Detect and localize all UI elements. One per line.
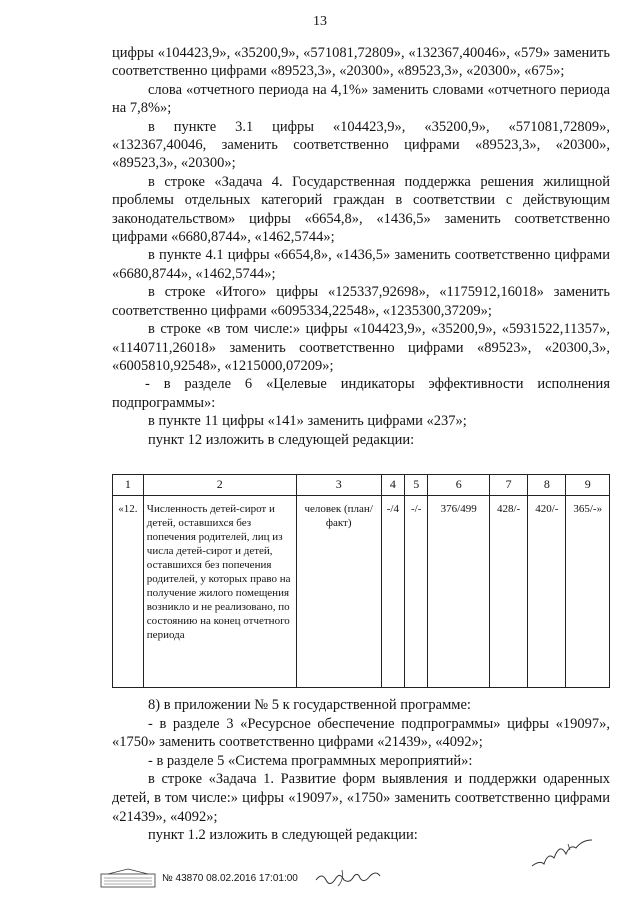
paragraph: пункт 12 изложить в следующей редакции: [148,431,415,448]
page-number: 13 [313,14,327,29]
paragraph: - в разделе 5 «Система программных мероприятий»: [148,752,473,769]
table-header-cell: 1 [113,475,144,496]
row-unit: человек (план/факт) [296,496,381,688]
document-footer [100,868,298,888]
row-value-4: -/4 [381,496,404,688]
table-header-cell: 3 [296,475,381,496]
row-value-8: 420/- [528,496,566,688]
indicator-table [112,474,610,688]
row-value-5: -/- [405,496,428,688]
paragraph: 8) в приложении № 5 к государственной программе: [148,697,471,713]
table-header-cell: 2 [143,475,296,496]
table-header-cell: 6 [428,475,490,496]
paragraph: в пункте 3.1 цифры «104423,9», «35200,9», «571081,72809», «132367,40046, заменить соответственно цифрами «89523,3», «20300», «89523,3», «20300»; [112,118,610,172]
paragraph: в строке «Задача 4. Государственная поддержка решения жилищной проблемы отдельных категорий граждан в соответствии с действующим законодательством» цифры «6654,8», «1436,5» заменить соответственно цифрами «6680,8744», «1462,5744»; [112,173,610,246]
registration-stamp: № 43870 08.02.2016 17:01:00 [162,872,298,884]
row-value-6: 376/499 [428,496,490,688]
paragraph: в строке «Задача 1. Развитие форм выявления и поддержки одаренных детей, в том числе:» цифры «19097», «1750» заменить соответственно цифрами «21439», «4092»; [112,771,610,825]
table-header-cell: 8 [528,475,566,496]
row-number: «12. [113,496,144,688]
paragraph: в строке «в том числе:» цифры «104423,9», «35200,9», «5931522,11357», «1140711,26018» заменить соответственно цифрами «89523», «20300,3», «6005810,92548», «1215000,07209»; [112,321,610,374]
paragraph: пункт 1.2 изложить в следующей редакции: [148,827,418,844]
table-header-cell: 5 [405,475,428,496]
row-value-9: 365/-» [566,496,610,688]
indicator-table-wrap [112,474,610,688]
paragraph: - в разделе 6 «Целевые индикаторы эффективности исполнения подпрограммы»: [112,376,610,411]
paragraph: в пункте 11 цифры «141» заменить цифрами «237»; [148,413,467,430]
paragraph: - в разделе 3 «Ресурсное обеспечение подпрограммы» цифры «19097», «1750» заменить соответственно цифрами «21439», «4092»; [112,715,610,751]
paragraph: слова «отчетного периода на 4,1%» заменить словами «отчетного периода на 7,8%»; [112,81,610,117]
amendment-text-top [112,44,610,449]
amendment-text-bottom [112,696,610,845]
row-value-7: 428/- [489,496,527,688]
table-header-cell: 4 [381,475,404,496]
paragraph: в строке «Итого» цифры «125337,92698», «1175912,16018» заменить соответственно цифрами «6095334,22548», «1235300,37209»; [112,284,610,319]
row-description: Численность детей-сирот и детей, оставшихся без попечения родителей, лиц из числа детей-сирот и детей, оставшихся без попечения родителей, у которых право на получение жилого помещения возникло и не реализовано, по состоянию на конец отчетного периода [143,496,296,688]
table-row [113,496,610,688]
table-header-cell: 7 [489,475,527,496]
table-header-row [113,475,610,496]
paragraph: цифры «104423,9», «35200,9», «571081,72809», «132367,40046», «579» заменить соответственно цифрами «89523,3», «20300», «89523,3», «20300», «675»; [112,45,610,80]
paragraph: в пункте 4.1 цифры «6654,8», «1436,5» заменить соответственно цифрами «6680,8744», «1462,5744»; [112,247,610,282]
initials-signature-icon [312,862,402,892]
seal-logo-icon [100,868,156,888]
signature-icon [528,838,598,872]
table-header-cell: 9 [566,475,610,496]
